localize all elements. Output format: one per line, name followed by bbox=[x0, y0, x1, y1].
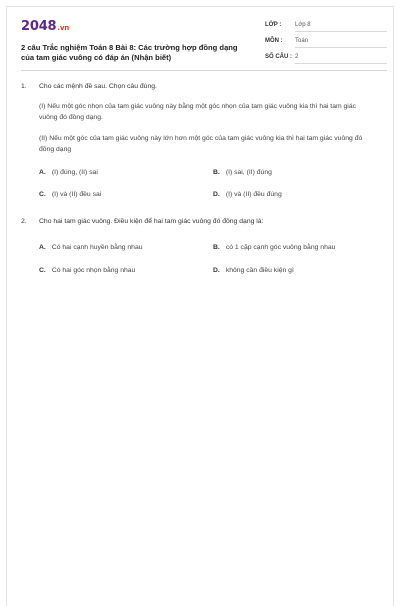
option-text: (I) và (II) đều sai bbox=[51, 191, 102, 198]
option-text: có 1 cặp cạnh góc vuông bằng nhau bbox=[225, 244, 336, 251]
option-d[interactable] bbox=[213, 191, 282, 198]
worksheet-page bbox=[6, 6, 394, 606]
meta-subject-underline bbox=[295, 47, 387, 48]
logo-domain: .vn bbox=[57, 24, 69, 32]
option-b[interactable] bbox=[213, 169, 272, 176]
meta-grade-underline bbox=[295, 31, 387, 32]
logo-number: 2048 bbox=[21, 19, 57, 34]
option-letter: A. bbox=[39, 169, 46, 176]
meta-question-count-label: SỐ CÂU : bbox=[265, 54, 292, 60]
question-number: 1. bbox=[21, 83, 27, 90]
option-letter: C. bbox=[39, 191, 46, 198]
question-text: Cho các mệnh đề sau. Chọn câu đúng. bbox=[39, 83, 157, 90]
option-text: không cần điều kiện gì bbox=[225, 267, 294, 274]
option-text: Có hai góc nhọn bằng nhau bbox=[51, 267, 136, 274]
option-letter: D. bbox=[213, 267, 220, 274]
option-a[interactable] bbox=[39, 244, 143, 251]
site-logo[interactable] bbox=[21, 19, 69, 34]
meta-grade-label: LỚP : bbox=[265, 22, 282, 28]
option-text: Có hai cạnh huyền bằng nhau bbox=[51, 244, 143, 251]
option-c[interactable] bbox=[39, 191, 101, 198]
option-letter: D. bbox=[213, 191, 220, 198]
option-a[interactable] bbox=[39, 169, 98, 176]
question-number: 2. bbox=[21, 218, 27, 225]
option-text: (I) sai, (II) đúng bbox=[225, 169, 272, 176]
option-c[interactable] bbox=[39, 267, 135, 274]
meta-question-count-underline bbox=[295, 63, 387, 64]
document-title: 2 câu Trắc nghiệm Toán 8 Bài 8: Các trường hợp đồng dạng của tam giác vuông có đáp án (Nhận biết) bbox=[21, 43, 238, 62]
statement-2: (II) Nếu một góc của tam giác vuông này lớn hơn một góc của tam giác vuông kia thì hai tam giác vuông đó đồng dạng bbox=[39, 135, 363, 153]
meta-grade-value: Lớp 8 bbox=[295, 22, 311, 28]
question-2 bbox=[21, 218, 381, 278]
meta-question-count-value: 2 bbox=[295, 54, 299, 60]
option-b[interactable] bbox=[213, 244, 335, 251]
statement-1: (I) Nếu một góc nhọn của tam giác vuông này bằng một góc nhọn của tam giác vuông kia thì hai tam giác vuông đó đồng dạng. bbox=[39, 103, 356, 121]
meta-subject-value: Toán bbox=[295, 38, 309, 44]
option-text: (I) và (II) đều đúng bbox=[225, 191, 282, 198]
question-1 bbox=[21, 83, 381, 203]
option-letter: B. bbox=[213, 244, 220, 251]
question-text: Cho hai tam giác vuông. Điều kiện để hai tam giác vuông đó đồng dạng là: bbox=[39, 218, 264, 225]
worksheet-header bbox=[21, 17, 387, 77]
option-letter: B. bbox=[213, 169, 220, 176]
option-letter: C. bbox=[39, 267, 46, 274]
option-text: (I) đúng, (II) sai bbox=[51, 169, 98, 176]
option-d[interactable] bbox=[213, 267, 294, 274]
meta-subject-label: MÔN : bbox=[265, 38, 283, 44]
option-letter: A. bbox=[39, 244, 46, 251]
header-divider bbox=[21, 70, 387, 71]
